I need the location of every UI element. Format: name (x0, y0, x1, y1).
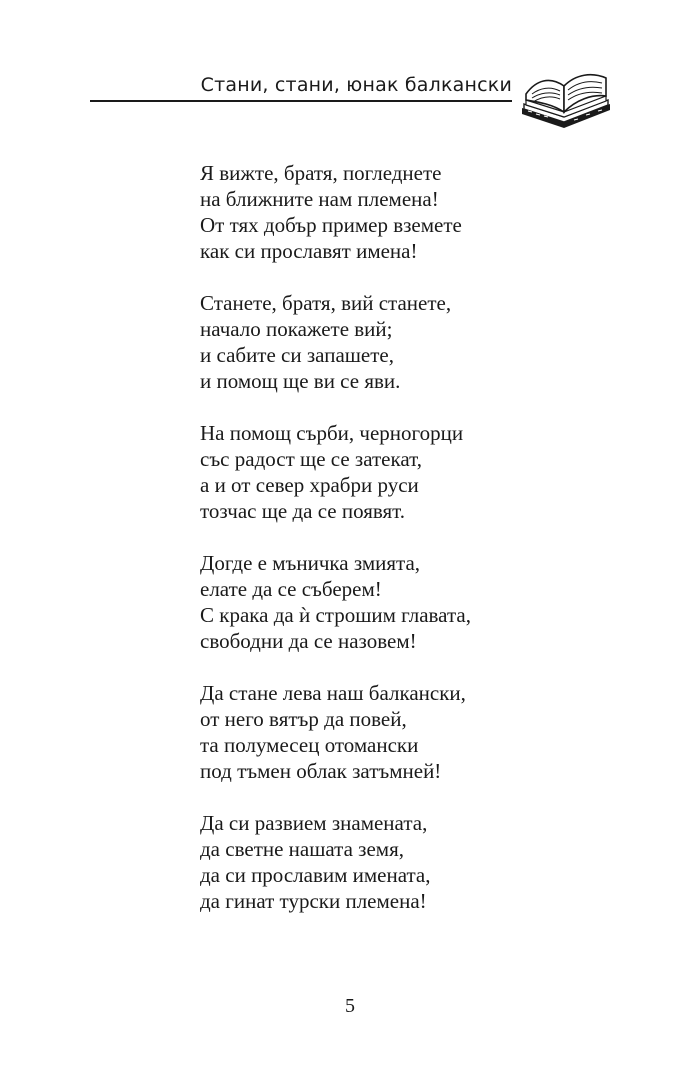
poem-line: На помощ сърби, черногорци (200, 421, 464, 445)
stanza (200, 290, 580, 394)
poem-line: на ближните нам племена! (200, 187, 439, 211)
stanza (200, 550, 580, 654)
poem-line: и помощ ще ви се яви. (200, 369, 401, 393)
poem-line: от него вятър да повей, (200, 707, 407, 731)
poem-line: тозчас ще да се появят. (200, 499, 406, 523)
poem-line: Да си развием знамената, (200, 811, 428, 835)
poem-body (200, 160, 580, 940)
poem-line: елате да се съберем! (200, 577, 382, 601)
poem-line: Да стане лева наш балкански, (200, 681, 466, 705)
poem-line: та полумесец отомански (200, 733, 419, 757)
page-number: 5 (345, 995, 355, 1017)
poem-line: със радост ще се затекат, (200, 447, 422, 471)
poem-line: Я вижте, братя, погледнете (200, 161, 442, 185)
poem-line: и сабите си запашете, (200, 343, 395, 367)
poem-line: да светне нашата земя, (200, 837, 405, 861)
poem-line: свободни да се назовем! (200, 629, 417, 653)
stanza (200, 160, 580, 264)
stanza (200, 420, 580, 524)
running-title: Стани, стани, юнак балкански (200, 74, 512, 96)
header-rule (90, 100, 512, 102)
poem-line: да гинат турски племена! (200, 889, 427, 913)
poem-line: Станете, братя, вий станете, (200, 291, 452, 315)
poem-line: С крака да ѝ строшим главата, (200, 603, 471, 627)
stanza (200, 680, 580, 784)
open-book-icon (516, 64, 616, 134)
poem-line: начало покажете вий; (200, 317, 393, 341)
stanza (200, 810, 580, 914)
poem-line: под тъмен облак затъмней! (200, 759, 442, 783)
poem-line: а и от север храбри руси (200, 473, 419, 497)
poem-line: как си прославят имена! (200, 239, 418, 263)
poem-line: Догде е мъничка змията, (200, 551, 421, 575)
poem-line: да си прославим имената, (200, 863, 431, 887)
poem-line: От тях добър пример вземете (200, 213, 462, 237)
